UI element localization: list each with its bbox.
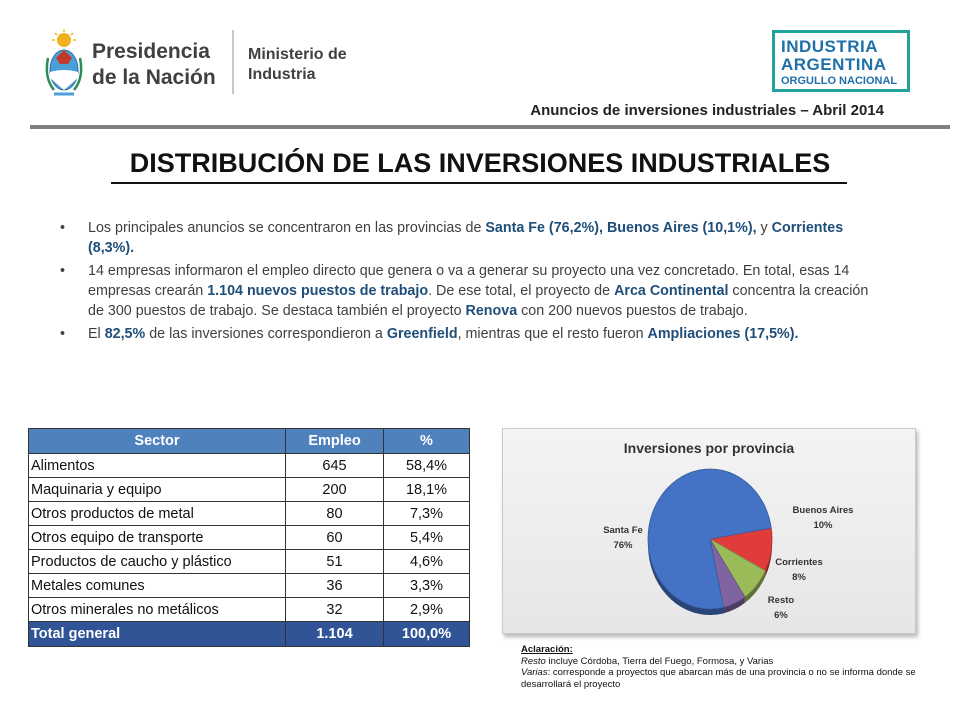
percent-cell: %	[384, 429, 470, 454]
percent-cell: 2,9%	[384, 598, 470, 622]
percent-cell: 58,4%	[384, 454, 470, 478]
bullet-highlight: Greenfield	[386, 326, 458, 342]
logo-text-line2: ARGENTINA	[781, 55, 887, 74]
percent-cell: 3,3%	[384, 574, 470, 598]
title-underline	[111, 182, 847, 184]
province-pie-chart	[502, 428, 916, 634]
note-text: : corresponde a proyectos que abarcan más de una provincia o no se informa donde se desarrollará el proyecto	[521, 667, 916, 690]
bullet-item-employment	[60, 261, 875, 321]
sector-cell: Total general	[29, 622, 286, 647]
employment-cell: 36	[286, 574, 384, 598]
pie-chart-svg	[503, 429, 915, 633]
pie-label-name: Corrientes	[775, 557, 823, 568]
pie-label-name: Santa Fe	[603, 525, 643, 536]
bullet-highlight: Renova	[465, 303, 518, 319]
ministerio-title: Ministerio de	[248, 46, 347, 63]
note-heading: Aclaración:	[521, 644, 573, 655]
bullet-list	[60, 218, 875, 347]
note-term: Varias	[521, 667, 548, 678]
sector-cell: Sector	[29, 429, 286, 454]
table-row	[29, 550, 470, 574]
bullet-text: de las inversiones correspondieron a	[145, 326, 387, 342]
table-row	[29, 526, 470, 550]
bullet-dot-icon: •	[60, 220, 66, 236]
bullet-text: Los principales anuncios se concentraron en las provincias de	[88, 220, 486, 236]
bullet-text: y	[756, 220, 772, 236]
pie-label-name: Resto	[767, 595, 795, 606]
table-row	[29, 478, 470, 502]
logo-text-line3: ORGULLO NACIONAL	[781, 75, 898, 87]
employment-cell: 80	[286, 502, 384, 526]
employment-cell: 1.104	[286, 622, 384, 647]
bullet-highlight: Arca Continental	[614, 283, 729, 299]
bullet-highlight: Santa Fe (76,2%), Buenos Aires (10,1%),	[485, 220, 757, 236]
presidencia-title: Presidencia	[92, 40, 210, 63]
pie-label-value: 8%	[792, 572, 806, 583]
employment-cell: 51	[286, 550, 384, 574]
sector-cell: Alimentos	[29, 454, 286, 478]
chart-title: Inversiones por provincia	[623, 440, 795, 456]
bullet-item-provinces	[60, 218, 875, 258]
report-subtitle: Anuncios de inversiones industriales – Abril 2014	[530, 102, 884, 119]
table-row	[29, 574, 470, 598]
bullet-highlight: Ampliaciones (17,5%).	[647, 326, 799, 342]
table-total-row	[29, 622, 470, 647]
percent-cell: 5,4%	[384, 526, 470, 550]
logo-text-line1: INDUSTRIA	[781, 37, 879, 56]
table-row	[29, 598, 470, 622]
bullet-text: con 200 nuevos puestos de trabajo.	[517, 303, 748, 319]
bullet-dot-icon: •	[60, 263, 66, 279]
table-row	[29, 502, 470, 526]
employment-cell: Empleo	[286, 429, 384, 454]
ministerio-subtitle: Industria	[248, 66, 316, 83]
percent-cell: 7,3%	[384, 502, 470, 526]
bullet-text: concentra la creación de 300 puestos de trabajo. Se destaca también el proyecto	[88, 283, 869, 319]
bullet-text: , mientras que el resto fueron	[457, 326, 648, 342]
pie-label-value: 76%	[613, 540, 633, 551]
note-text: incluye Córdoba, Tierra del Fuego, Formosa, y Varias	[545, 655, 774, 667]
sector-cell: Maquinaria y equipo	[29, 478, 286, 502]
sector-cell: Otros productos de metal	[29, 502, 286, 526]
bullet-dot-icon: •	[60, 326, 66, 342]
note-term: Resto	[521, 655, 546, 667]
employment-cell: 200	[286, 478, 384, 502]
pie-label-value: 6%	[774, 610, 788, 621]
clarification-note	[521, 644, 921, 690]
employment-cell: 32	[286, 598, 384, 622]
percent-cell: 100,0%	[384, 622, 470, 647]
bullet-text: 14 empresas informaron el empleo directo que genera o va a generar su proyecto una vez concretado. En total, esas 14 empresas crearán	[88, 263, 850, 299]
percent-cell: 18,1%	[384, 478, 470, 502]
note-line-varias	[521, 667, 921, 690]
header-divider	[232, 30, 234, 94]
employment-cell: 60	[286, 526, 384, 550]
note-line-resto	[521, 656, 921, 668]
employment-cell: 645	[286, 454, 384, 478]
page-title: DISTRIBUCIÓN DE LAS INVERSIONES INDUSTRIALES	[129, 148, 831, 178]
table-header-row	[29, 429, 470, 454]
sector-cell: Otros equipo de transporte	[29, 526, 286, 550]
pie-label-name: Buenos Aires	[792, 505, 854, 516]
pie-label-value: 10%	[813, 520, 833, 531]
bullet-text: . De ese total, el proyecto de	[428, 283, 615, 299]
bullet-text: El	[88, 326, 105, 342]
percent-cell: 4,6%	[384, 550, 470, 574]
sector-cell: Productos de caucho y plástico	[29, 550, 286, 574]
sector-cell: Metales comunes	[29, 574, 286, 598]
bullet-highlight: 1.104 nuevos puestos de trabajo	[207, 283, 429, 299]
table-row	[29, 454, 470, 478]
industria-argentina-logo	[772, 30, 910, 92]
bullet-highlight: 82,5%	[104, 326, 146, 342]
sector-cell: Otros minerales no metálicos	[29, 598, 286, 622]
argentina-coat-of-arms-icon	[44, 28, 84, 100]
header-separator-bar	[30, 125, 950, 129]
bullet-highlight: Corrientes (8,3%).	[88, 220, 844, 256]
bullet-item-greenfield	[60, 324, 875, 344]
presidencia-subtitle: de la Nación	[92, 66, 216, 89]
sector-employment-table	[28, 428, 470, 647]
